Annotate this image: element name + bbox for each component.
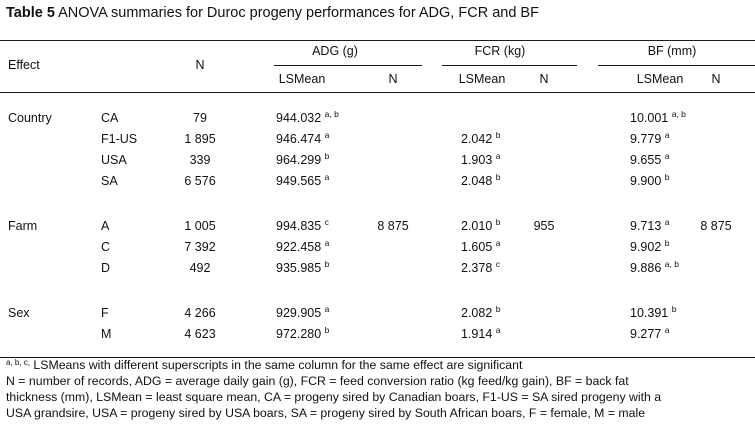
adg-lsmean-cell-value: 944.032 xyxy=(276,111,322,125)
adg-lsmean-cell xyxy=(276,240,329,254)
n-cell-value: 492 xyxy=(189,261,211,275)
effect-cell xyxy=(8,219,37,233)
n-cell xyxy=(190,261,211,275)
header-fcr-n: N xyxy=(539,72,549,86)
bf-lsmean-cell-value: 9.902 xyxy=(630,240,662,254)
adg-lsmean-cell-superscript: a xyxy=(324,130,330,140)
bf-lsmean-cell xyxy=(630,219,670,233)
bf-lsmean-cell-superscript: a, b xyxy=(664,259,679,269)
bf-lsmean-cell-superscript: a xyxy=(664,217,670,227)
table-label: Table 5 xyxy=(6,5,55,21)
fcr-lsmean-cell xyxy=(461,327,501,341)
bf-n-cell xyxy=(700,219,731,233)
adg-lsmean-cell-value: 949.565 xyxy=(276,174,322,188)
level-cell xyxy=(101,111,118,125)
fcr-lsmean-cell xyxy=(461,240,501,254)
adg-lsmean-cell-value: 929.905 xyxy=(276,306,322,320)
fcr-lsmean-cell-superscript: a xyxy=(495,238,501,248)
adg-lsmean-cell xyxy=(276,327,329,341)
adg-lsmean-cell xyxy=(276,261,329,275)
adg-n-cell xyxy=(377,219,408,233)
n-cell xyxy=(184,132,215,146)
header-n: N xyxy=(195,58,205,72)
fcr-lsmean-cell-superscript: a xyxy=(495,325,501,335)
bf-lsmean-cell-superscript: b xyxy=(671,304,677,314)
bf-lsmean-cell-value: 10.001 xyxy=(630,111,669,125)
fcr-lsmean-cell-value: 1.914 xyxy=(461,327,493,341)
bf-lsmean-cell-superscript: b xyxy=(664,172,670,182)
adg-n-cell-value: 8 875 xyxy=(377,219,409,233)
adg-lsmean-cell-superscript: b xyxy=(324,325,330,335)
header-adg-lsmean: LSMean xyxy=(278,72,326,86)
adg-lsmean-cell xyxy=(276,111,339,125)
level-cell xyxy=(101,174,118,188)
n-cell-value: 4 266 xyxy=(184,306,216,320)
fcr-lsmean-cell xyxy=(461,219,501,233)
n-cell-value: 339 xyxy=(189,153,211,167)
header-adg: ADG (g) xyxy=(312,44,358,58)
fcr-subrule xyxy=(442,65,577,66)
bf-lsmean-cell-value: 9.655 xyxy=(630,153,662,167)
n-cell-value: 6 576 xyxy=(184,174,216,188)
n-cell xyxy=(184,240,215,254)
fcr-lsmean-cell xyxy=(461,132,501,146)
bf-lsmean-cell-value: 9.886 xyxy=(630,261,662,275)
fcr-lsmean-cell-superscript: b xyxy=(495,172,501,182)
level-cell xyxy=(101,153,127,167)
fcr-lsmean-cell xyxy=(461,153,501,167)
fcr-lsmean-cell-superscript: b xyxy=(495,217,501,227)
header-bf-lsmean: LSMean xyxy=(636,72,684,86)
header-effect: Effect xyxy=(8,58,40,72)
adg-lsmean-cell-superscript: a xyxy=(324,238,330,248)
bf-subrule xyxy=(598,65,755,66)
footnote-marks: a, b, c, xyxy=(6,358,31,367)
fcr-lsmean-cell-value: 1.605 xyxy=(461,240,493,254)
fcr-lsmean-cell-value: 1.903 xyxy=(461,153,493,167)
bf-lsmean-cell-superscript: a xyxy=(664,130,670,140)
header-adg-n: N xyxy=(388,72,398,86)
fcr-lsmean-cell xyxy=(461,261,500,275)
adg-lsmean-cell-superscript: b xyxy=(324,151,330,161)
top-rule xyxy=(0,40,755,41)
bf-n-cell-value: 8 875 xyxy=(700,219,732,233)
bf-lsmean-cell xyxy=(630,111,686,125)
bf-lsmean-cell xyxy=(630,327,670,341)
table-caption: ANOVA summaries for Duroc progeny performances for ADG, FCR and BF xyxy=(58,5,539,21)
adg-lsmean-cell xyxy=(276,153,329,167)
adg-lsmean-cell-value: 935.985 xyxy=(276,261,322,275)
adg-lsmean-cell-superscript: a xyxy=(324,304,330,314)
bf-lsmean-cell xyxy=(630,174,670,188)
adg-lsmean-cell xyxy=(276,174,329,188)
bf-lsmean-cell-superscript: a, b xyxy=(671,109,686,119)
level-cell-value: F1-US xyxy=(101,132,138,146)
n-cell-value: 79 xyxy=(193,111,207,125)
bf-lsmean-cell-value: 9.713 xyxy=(630,219,662,233)
fcr-n-cell xyxy=(534,219,555,233)
adg-lsmean-cell xyxy=(276,132,329,146)
bf-lsmean-cell-superscript: a xyxy=(664,325,670,335)
level-cell xyxy=(101,240,110,254)
level-cell xyxy=(101,306,109,320)
bf-lsmean-cell-value: 9.779 xyxy=(630,132,662,146)
adg-lsmean-cell-value: 946.474 xyxy=(276,132,322,146)
bf-lsmean-cell-superscript: a xyxy=(664,151,670,161)
footnote-significance xyxy=(6,358,522,373)
adg-lsmean-cell xyxy=(276,219,329,233)
level-cell xyxy=(101,261,110,275)
effect-cell-value: Sex xyxy=(8,306,30,320)
adg-lsmean-cell-value: 964.299 xyxy=(276,153,322,167)
effect-cell xyxy=(8,306,30,320)
n-cell-value: 1 005 xyxy=(184,219,216,233)
table-title xyxy=(6,5,539,21)
header-bf-n: N xyxy=(711,72,721,86)
fcr-lsmean-cell-value: 2.082 xyxy=(461,306,493,320)
level-cell xyxy=(101,219,109,233)
footnote-abbrev-2: thickness (mm), LSMean = least square mean, CA = progeny sired by Canadian boars, F1-US = SA sired progeny with a xyxy=(6,390,662,404)
fcr-lsmean-cell-value: 2.010 xyxy=(461,219,493,233)
adg-lsmean-cell-value: 922.458 xyxy=(276,240,322,254)
level-cell xyxy=(101,132,137,146)
level-cell-value: USA xyxy=(101,153,127,167)
fcr-n-cell-value: 955 xyxy=(533,219,555,233)
level-cell-value: A xyxy=(101,219,110,233)
effect-cell xyxy=(8,111,52,125)
adg-subrule xyxy=(274,65,422,66)
bf-lsmean-cell-value: 9.900 xyxy=(630,174,662,188)
n-cell-value: 7 392 xyxy=(184,240,216,254)
bf-lsmean-cell-value: 9.277 xyxy=(630,327,662,341)
fcr-lsmean-cell-value: 2.048 xyxy=(461,174,493,188)
fcr-lsmean-cell xyxy=(461,306,501,320)
adg-lsmean-cell-value: 994.835 xyxy=(276,219,322,233)
adg-lsmean-cell-superscript: b xyxy=(324,259,330,269)
adg-lsmean-cell-superscript: c xyxy=(324,217,329,227)
header-fcr-lsmean: LSMean xyxy=(458,72,506,86)
level-cell-value: SA xyxy=(101,174,118,188)
header-fcr: FCR (kg) xyxy=(474,44,526,58)
n-cell xyxy=(184,219,215,233)
bf-lsmean-cell xyxy=(630,132,670,146)
header-rule xyxy=(0,92,755,93)
bf-lsmean-cell xyxy=(630,240,670,254)
level-cell-value: C xyxy=(101,240,111,254)
n-cell xyxy=(184,174,215,188)
fcr-lsmean-cell-value: 2.042 xyxy=(461,132,493,146)
fcr-lsmean-cell-superscript: b xyxy=(495,130,501,140)
adg-lsmean-cell xyxy=(276,306,329,320)
fcr-lsmean-cell-value: 2.378 xyxy=(461,261,493,275)
level-cell xyxy=(101,327,111,341)
footnote-abbrev-1: N = number of records, ADG = average daily gain (g), FCR = feed conversion ratio (kg feed/kg gain), BF = back fat xyxy=(6,374,629,388)
n-cell-value: 1 895 xyxy=(184,132,216,146)
effect-cell-value: Farm xyxy=(8,219,38,233)
n-cell xyxy=(190,153,211,167)
adg-lsmean-cell-superscript: a xyxy=(324,172,330,182)
bf-lsmean-cell xyxy=(630,153,670,167)
level-cell-value: D xyxy=(101,261,111,275)
n-cell xyxy=(193,111,207,125)
level-cell-value: CA xyxy=(101,111,119,125)
n-cell xyxy=(184,327,215,341)
adg-lsmean-cell-superscript: a, b xyxy=(324,109,339,119)
fcr-lsmean-cell-superscript: b xyxy=(495,304,501,314)
header-bf: BF (mm) xyxy=(647,44,697,58)
bf-lsmean-cell-superscript: b xyxy=(664,238,670,248)
bf-lsmean-cell xyxy=(630,261,679,275)
bf-lsmean-cell xyxy=(630,306,676,320)
n-cell-value: 4 623 xyxy=(184,327,216,341)
footnote-abbrev-3: USA grandsire, USA = progeny sired by USA boars, SA = progeny sired by South African boars, F = female, M = male xyxy=(6,406,646,420)
n-cell xyxy=(184,306,215,320)
bf-lsmean-cell-value: 10.391 xyxy=(630,306,669,320)
level-cell-value: M xyxy=(101,327,112,341)
level-cell-value: F xyxy=(101,306,109,320)
fcr-lsmean-cell xyxy=(461,174,501,188)
fcr-lsmean-cell-superscript: a xyxy=(495,151,501,161)
effect-cell-value: Country xyxy=(8,111,52,125)
footnote-sig-text: LSMeans with different superscripts in the same column for the same effect are significant xyxy=(30,358,523,372)
fcr-lsmean-cell-superscript: c xyxy=(495,259,501,269)
adg-lsmean-cell-value: 972.280 xyxy=(276,327,322,341)
